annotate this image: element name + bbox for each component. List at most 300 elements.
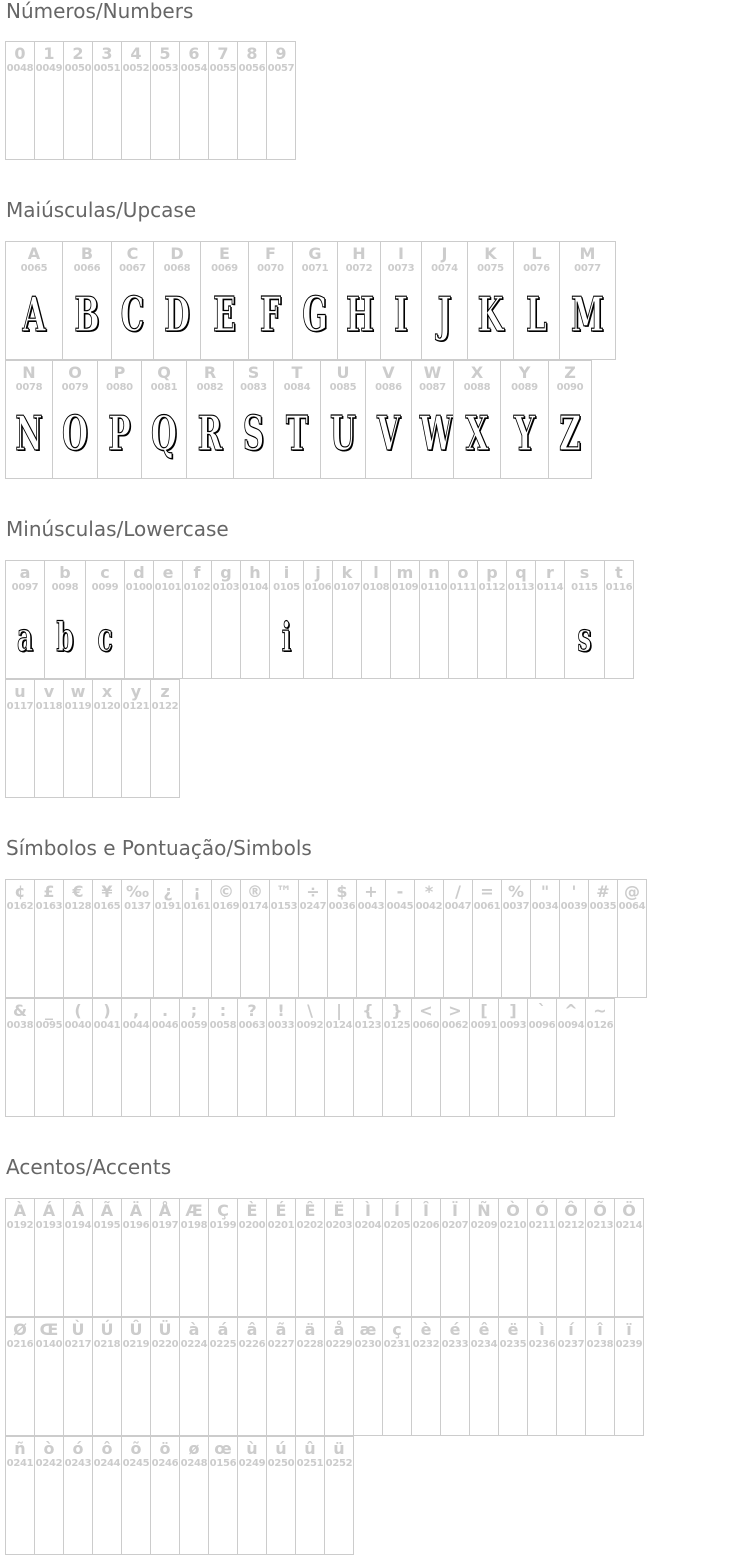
- glyph-label-char: B: [80, 244, 94, 263]
- glyph-cell: [324, 1317, 354, 1436]
- glyph-code: 0079: [61, 382, 89, 393]
- glyph-label-char: D: [170, 244, 184, 263]
- glyph-label-char: ¢: [14, 882, 26, 901]
- glyph-label-char: ë: [507, 1320, 519, 1339]
- glyph-code: 0113: [507, 582, 535, 593]
- glyph-cell: [527, 998, 557, 1117]
- glyph-code: 0235: [499, 1339, 527, 1350]
- upcase-row: [5, 241, 615, 360]
- glyph-label-char: Ø: [13, 1320, 27, 1339]
- glyph-cell: [237, 1317, 267, 1436]
- glyph-code: 0243: [64, 1458, 92, 1469]
- glyph-label-char: ): [103, 1001, 111, 1020]
- glyph-label-char: ,: [132, 1001, 140, 1020]
- glyph-cell: [179, 1436, 209, 1555]
- glyph-label-char: Ç: [217, 1201, 229, 1220]
- glyph-cell: [5, 679, 35, 798]
- glyph-cell: [121, 1436, 151, 1555]
- accents-row: [5, 1317, 643, 1436]
- glyph-cell: [121, 679, 151, 798]
- glyph-code: 0251: [296, 1458, 324, 1469]
- glyph-label-char: b: [59, 563, 71, 582]
- glyph-code: 0101: [154, 582, 182, 593]
- glyph-code: 0209: [470, 1220, 498, 1231]
- glyph-code: 0247: [299, 901, 327, 912]
- glyph-cell: [469, 1317, 499, 1436]
- glyph-code: 0232: [412, 1339, 440, 1350]
- glyph-cell: [382, 1317, 412, 1436]
- glyph-cell: [585, 998, 615, 1117]
- glyph-code: 0075: [477, 263, 504, 274]
- glyph-label-char: W: [423, 363, 442, 382]
- glyph-cell: [530, 879, 560, 998]
- glyph-cell: [153, 879, 183, 998]
- glyph-label-char: o: [457, 563, 469, 582]
- glyph-code: 0163: [35, 901, 63, 912]
- glyph-cell: [150, 1436, 180, 1555]
- glyph-label-char: O: [68, 363, 82, 382]
- glyph-code: 0197: [151, 1220, 179, 1231]
- glyph-cell: [498, 1198, 528, 1317]
- glyph-label-char: Y: [518, 363, 531, 382]
- glyph-label-char: À: [13, 1201, 27, 1220]
- glyph-cell: [121, 1317, 151, 1436]
- glyph-code: 0128: [64, 901, 92, 912]
- glyph-sample: i: [281, 614, 292, 661]
- glyph-code: 0250: [267, 1458, 295, 1469]
- glyph-sample: C: [120, 287, 145, 343]
- glyph-label-char: ñ: [14, 1439, 26, 1458]
- glyph-label-char: à: [188, 1320, 200, 1339]
- glyph-code: 0103: [212, 582, 240, 593]
- glyph-label-char: |: [336, 1001, 342, 1020]
- glyph-label-char: Â: [71, 1201, 85, 1220]
- glyph-code: 0196: [122, 1220, 150, 1231]
- glyph-label-char: R: [203, 363, 217, 382]
- glyph-code: 0047: [444, 901, 472, 912]
- glyph-label-char: }: [391, 1001, 403, 1020]
- glyph-code: 0097: [11, 582, 39, 593]
- glyph-code: 0224: [180, 1339, 208, 1350]
- glyph-label-char: f: [193, 563, 201, 582]
- glyph-code: 0214: [615, 1220, 643, 1231]
- glyph-code: 0156: [209, 1458, 237, 1469]
- glyph-label-char: /: [455, 882, 461, 901]
- glyph-cell: [559, 879, 589, 998]
- glyph-cell: [353, 1198, 383, 1317]
- glyph-label-char: û: [304, 1439, 316, 1458]
- glyph-code: 0174: [241, 901, 269, 912]
- glyph-code: 0210: [499, 1220, 527, 1231]
- glyph-label-char: Ù: [71, 1320, 85, 1339]
- glyph-label-char: Ò: [506, 1201, 520, 1220]
- glyph-label-char: H: [352, 244, 366, 263]
- glyph-sample: S: [242, 406, 265, 462]
- glyph-code: 0065: [20, 263, 48, 274]
- glyph-label-char: #: [596, 882, 610, 901]
- glyph-code: 0118: [35, 701, 63, 712]
- glyph-label-char: 9: [275, 44, 287, 63]
- glyph-label-char: ã: [275, 1320, 287, 1339]
- glyph-cell: [92, 998, 122, 1117]
- glyph-cell: [295, 1317, 325, 1436]
- glyph-code: 0085: [329, 382, 357, 393]
- glyph-cell: [353, 1317, 383, 1436]
- glyph-sample: U: [330, 406, 356, 462]
- glyph-cell: [564, 560, 605, 679]
- glyph-sample: Z: [559, 406, 581, 462]
- glyph-label-char: á: [217, 1320, 229, 1339]
- glyph-label-char: ;: [190, 1001, 198, 1020]
- glyph-sample: J: [437, 287, 452, 343]
- glyph-label-char: è: [420, 1320, 432, 1339]
- glyph-label-char: j: [315, 563, 321, 582]
- glyph-label-char: ÷: [306, 882, 320, 901]
- glyph-label-char: 7: [217, 44, 229, 63]
- glyph-code: 0220: [151, 1339, 179, 1350]
- glyph-cell: [303, 560, 333, 679]
- glyph-cell: [63, 1198, 93, 1317]
- glyph-label-char: Ì: [365, 1201, 371, 1220]
- glyph-code: 0236: [528, 1339, 556, 1350]
- glyph-code: 0076: [523, 263, 550, 274]
- glyph-code: 0094: [557, 1020, 585, 1031]
- glyph-code: 0037: [502, 901, 530, 912]
- glyph-cell: [34, 998, 64, 1117]
- glyph-label-char: Ö: [622, 1201, 636, 1220]
- glyph-cell: [353, 998, 383, 1117]
- glyph-label-char: r: [546, 563, 554, 582]
- glyph-sample: V: [376, 406, 401, 462]
- glyph-cell: [295, 1198, 325, 1317]
- glyph-label-char: Ô: [564, 1201, 578, 1220]
- glyph-cell: [477, 560, 507, 679]
- glyph-label-char: v: [43, 682, 55, 701]
- section-title-numbers: Números/Numbers: [6, 0, 194, 23]
- glyph-cell: [414, 879, 444, 998]
- glyph-cell: [5, 560, 45, 679]
- glyph-label-char: ô: [101, 1439, 113, 1458]
- glyph-sample: O: [62, 406, 88, 462]
- glyph-code: 0070: [257, 263, 284, 274]
- glyph-cell: [63, 1317, 93, 1436]
- glyph-cell: [382, 998, 412, 1117]
- glyph-code: 0100: [125, 582, 153, 593]
- glyph-code: 0216: [6, 1339, 34, 1350]
- glyph-cell: [324, 1198, 354, 1317]
- glyph-label-char: 6: [188, 44, 200, 63]
- glyph-code: 0218: [93, 1339, 121, 1350]
- glyph-code: 0237: [557, 1339, 585, 1350]
- glyph-label-char: ï: [626, 1320, 632, 1339]
- glyph-code: 0162: [6, 901, 34, 912]
- glyph-label-char: ü: [333, 1439, 345, 1458]
- glyph-label-char: å: [333, 1320, 345, 1339]
- glyph-code: 0153: [270, 901, 298, 912]
- glyph-cell: [411, 1317, 441, 1436]
- glyph-code: 0061: [473, 901, 501, 912]
- glyph-label-char: n: [428, 563, 440, 582]
- glyph-code: 0119: [64, 701, 92, 712]
- glyph-label-char: &: [13, 1001, 27, 1020]
- glyph-code: 0040: [64, 1020, 92, 1031]
- glyph-cell: [614, 1198, 644, 1317]
- glyph-label-char: ®: [247, 882, 263, 901]
- glyph-label-char: :: [219, 1001, 227, 1020]
- glyph-cell: [34, 41, 64, 160]
- glyph-cell: [63, 998, 93, 1117]
- glyph-cell: [469, 998, 499, 1117]
- glyph-cell: [63, 879, 93, 998]
- glyph-code: 0039: [560, 901, 588, 912]
- glyph-code: 0099: [91, 582, 119, 593]
- glyph-code: 0080: [106, 382, 133, 393]
- glyph-cell: [208, 998, 238, 1117]
- glyph-label-char: P: [113, 363, 126, 382]
- glyph-code: 0219: [122, 1339, 150, 1350]
- glyph-cell: [324, 1436, 354, 1555]
- glyph-cell: [298, 879, 328, 998]
- simbols-row: [5, 998, 614, 1117]
- glyph-code: 0073: [387, 263, 415, 274]
- glyph-code: 0192: [6, 1220, 34, 1231]
- glyph-label-char: s: [579, 563, 590, 582]
- glyph-code: 0046: [151, 1020, 179, 1031]
- glyph-cell: [527, 1317, 557, 1436]
- glyph-cell: [150, 679, 180, 798]
- glyph-code: 0051: [93, 63, 121, 74]
- glyph-cell: [472, 879, 502, 998]
- glyph-cell: [467, 241, 514, 360]
- glyph-label-char: î: [597, 1320, 603, 1339]
- glyph-code: 0067: [119, 263, 146, 274]
- glyph-cell: [295, 998, 325, 1117]
- glyph-code: 0117: [6, 701, 34, 712]
- glyph-cell: [5, 360, 53, 479]
- glyph-code: 0233: [441, 1339, 469, 1350]
- glyph-code: 0169: [212, 901, 240, 912]
- glyph-cell: [5, 879, 35, 998]
- glyph-code: 0110: [420, 582, 448, 593]
- glyph-cell: [111, 241, 154, 360]
- glyph-cell: [513, 241, 560, 360]
- glyph-code: 0087: [419, 382, 446, 393]
- glyph-cell: [556, 1198, 586, 1317]
- glyph-code: 0199: [209, 1220, 237, 1231]
- glyph-sample: K: [477, 287, 504, 343]
- glyph-cell: [179, 41, 209, 160]
- glyph-cell: [92, 1436, 122, 1555]
- glyph-label-char: G: [308, 244, 322, 263]
- glyph-label-char: `: [538, 1001, 546, 1020]
- glyph-cell: [327, 879, 357, 998]
- glyph-label-char: M: [579, 244, 596, 263]
- glyph-code: 0248: [180, 1458, 208, 1469]
- glyph-cell: [501, 879, 531, 998]
- glyph-label-char: (: [74, 1001, 82, 1020]
- glyph-label-char: 5: [159, 44, 171, 63]
- glyph-label-char: Ó: [535, 1201, 549, 1220]
- glyph-label-char: V: [382, 363, 395, 382]
- glyph-cell: [44, 560, 86, 679]
- glyph-label-char: é: [449, 1320, 461, 1339]
- glyph-cell: [440, 1198, 470, 1317]
- glyph-cell: [559, 241, 616, 360]
- glyph-cell: [34, 879, 64, 998]
- glyph-code: 0089: [511, 382, 538, 393]
- glyph-label-char: Å: [158, 1201, 172, 1220]
- glyph-code: 0116: [605, 582, 633, 593]
- glyph-code: 0038: [6, 1020, 34, 1031]
- glyph-code: 0105: [273, 582, 300, 593]
- glyph-label-char: Í: [394, 1201, 400, 1220]
- glyph-cell: [266, 1436, 296, 1555]
- glyph-code: 0200: [238, 1220, 266, 1231]
- glyph-label-char: t: [615, 563, 623, 582]
- glyph-cell: [361, 560, 391, 679]
- glyph-cell: [150, 1317, 180, 1436]
- glyph-sample: N: [15, 406, 43, 462]
- glyph-code: 0234: [470, 1339, 498, 1350]
- glyph-label-char: Á: [42, 1201, 56, 1220]
- glyph-code: 0195: [93, 1220, 121, 1231]
- glyph-cell: [498, 1317, 528, 1436]
- glyph-label-char: ¥: [101, 882, 113, 901]
- glyph-label-char: $: [336, 882, 348, 901]
- glyph-label-char: Œ: [39, 1320, 59, 1339]
- glyph-sample: F: [259, 287, 282, 343]
- glyph-cell: [150, 998, 180, 1117]
- glyph-code: 0161: [183, 901, 211, 912]
- glyph-cell: [469, 1198, 499, 1317]
- glyph-code: 0071: [301, 263, 329, 274]
- glyph-label-char: É: [275, 1201, 287, 1220]
- glyph-code: 0165: [93, 901, 121, 912]
- glyph-label-char: .: [161, 1001, 169, 1020]
- glyph-cell: [182, 879, 212, 998]
- glyph-code: 0072: [345, 263, 373, 274]
- glyph-code: 0090: [556, 382, 584, 393]
- glyph-label-char: Ã: [100, 1201, 114, 1220]
- glyph-cell: [34, 1317, 64, 1436]
- glyph-code: 0066: [73, 263, 101, 274]
- glyph-code: 0063: [238, 1020, 266, 1031]
- glyph-label-char: Î: [423, 1201, 429, 1220]
- glyph-cell: [85, 560, 125, 679]
- glyph-label-char: Ï: [452, 1201, 458, 1220]
- glyph-sample: X: [465, 406, 489, 462]
- glyph-sample: b: [56, 614, 74, 661]
- glyph-code: 0198: [180, 1220, 208, 1231]
- glyph-code: 0053: [151, 63, 179, 74]
- glyph-code: 0077: [574, 263, 601, 274]
- glyph-code: 0228: [296, 1339, 324, 1350]
- glyph-code: 0212: [557, 1220, 585, 1231]
- glyph-label-char: Õ: [593, 1201, 607, 1220]
- glyph-code: 0231: [383, 1339, 411, 1350]
- glyph-cell: [34, 679, 64, 798]
- glyph-cell: [411, 998, 441, 1117]
- glyph-cell: [237, 1198, 267, 1317]
- glyph-cell: [237, 1436, 267, 1555]
- glyph-label-char: ©: [218, 882, 234, 901]
- glyph-label-char: õ: [130, 1439, 142, 1458]
- glyph-code: 0056: [238, 63, 266, 74]
- glyph-cell: [97, 360, 142, 479]
- accents-row: [5, 1436, 353, 1555]
- glyph-label-char: œ: [214, 1439, 232, 1458]
- glyph-cell: [411, 360, 454, 479]
- glyph-code: 0203: [325, 1220, 353, 1231]
- glyph-sample: Y: [513, 406, 536, 462]
- glyph-cell: [208, 1317, 238, 1436]
- glyph-label-char: %: [507, 882, 525, 901]
- glyph-label-char: h: [249, 563, 261, 582]
- glyph-cell: [121, 1198, 151, 1317]
- glyph-cell: [295, 1436, 325, 1555]
- glyph-label-char: Ä: [129, 1201, 143, 1220]
- glyph-cell: [34, 1198, 64, 1317]
- glyph-code: 0239: [615, 1339, 643, 1350]
- glyph-code: 0194: [64, 1220, 92, 1231]
- glyph-code: 0206: [412, 1220, 440, 1231]
- glyph-cell: [5, 1198, 35, 1317]
- glyph-cell: [52, 360, 98, 479]
- glyph-cell: [153, 241, 201, 360]
- glyph-code: 0074: [431, 263, 458, 274]
- glyph-code: 0086: [375, 382, 402, 393]
- glyph-label-char: ‰: [125, 882, 150, 901]
- glyph-label-char: í: [568, 1320, 574, 1339]
- glyph-code: 0245: [122, 1458, 150, 1469]
- glyph-label-char: c: [100, 563, 110, 582]
- glyph-cell: [266, 998, 296, 1117]
- glyph-cell: [332, 560, 362, 679]
- glyph-label-char: ò: [43, 1439, 55, 1458]
- glyph-cell: [121, 41, 151, 160]
- glyph-cell: [63, 41, 93, 160]
- glyph-code: 0123: [354, 1020, 382, 1031]
- glyph-label-char: >: [448, 1001, 462, 1020]
- glyph-cell: [240, 560, 270, 679]
- glyph-label-char: {: [362, 1001, 374, 1020]
- glyph-cell: [527, 1198, 557, 1317]
- glyph-cell: [453, 360, 501, 479]
- glyph-code: 0111: [449, 582, 477, 593]
- glyph-cell: [617, 879, 647, 998]
- numbers-row: [5, 41, 295, 160]
- glyph-label-char: ú: [275, 1439, 287, 1458]
- glyph-label-char: 0: [14, 44, 26, 63]
- glyph-label-char: I: [398, 244, 404, 263]
- glyph-label-char: m: [396, 563, 414, 582]
- glyph-label-char: ç: [392, 1320, 402, 1339]
- glyph-cell: [320, 360, 366, 479]
- glyph-cell: [5, 41, 35, 160]
- glyph-cell: [440, 998, 470, 1117]
- glyph-code: 0238: [586, 1339, 614, 1350]
- glyph-label-char: N: [22, 363, 36, 382]
- glyph-sample: c: [97, 614, 113, 661]
- glyph-cell: [63, 679, 93, 798]
- glyph-label-char: =: [480, 882, 494, 901]
- glyph-label-char: z: [160, 682, 170, 701]
- section-title-upcase: Maiúsculas/Upcase: [6, 198, 197, 222]
- glyph-code: 0115: [571, 582, 598, 593]
- glyph-label-char: -: [396, 882, 404, 901]
- glyph-cell: [63, 1436, 93, 1555]
- glyph-cell: [124, 560, 154, 679]
